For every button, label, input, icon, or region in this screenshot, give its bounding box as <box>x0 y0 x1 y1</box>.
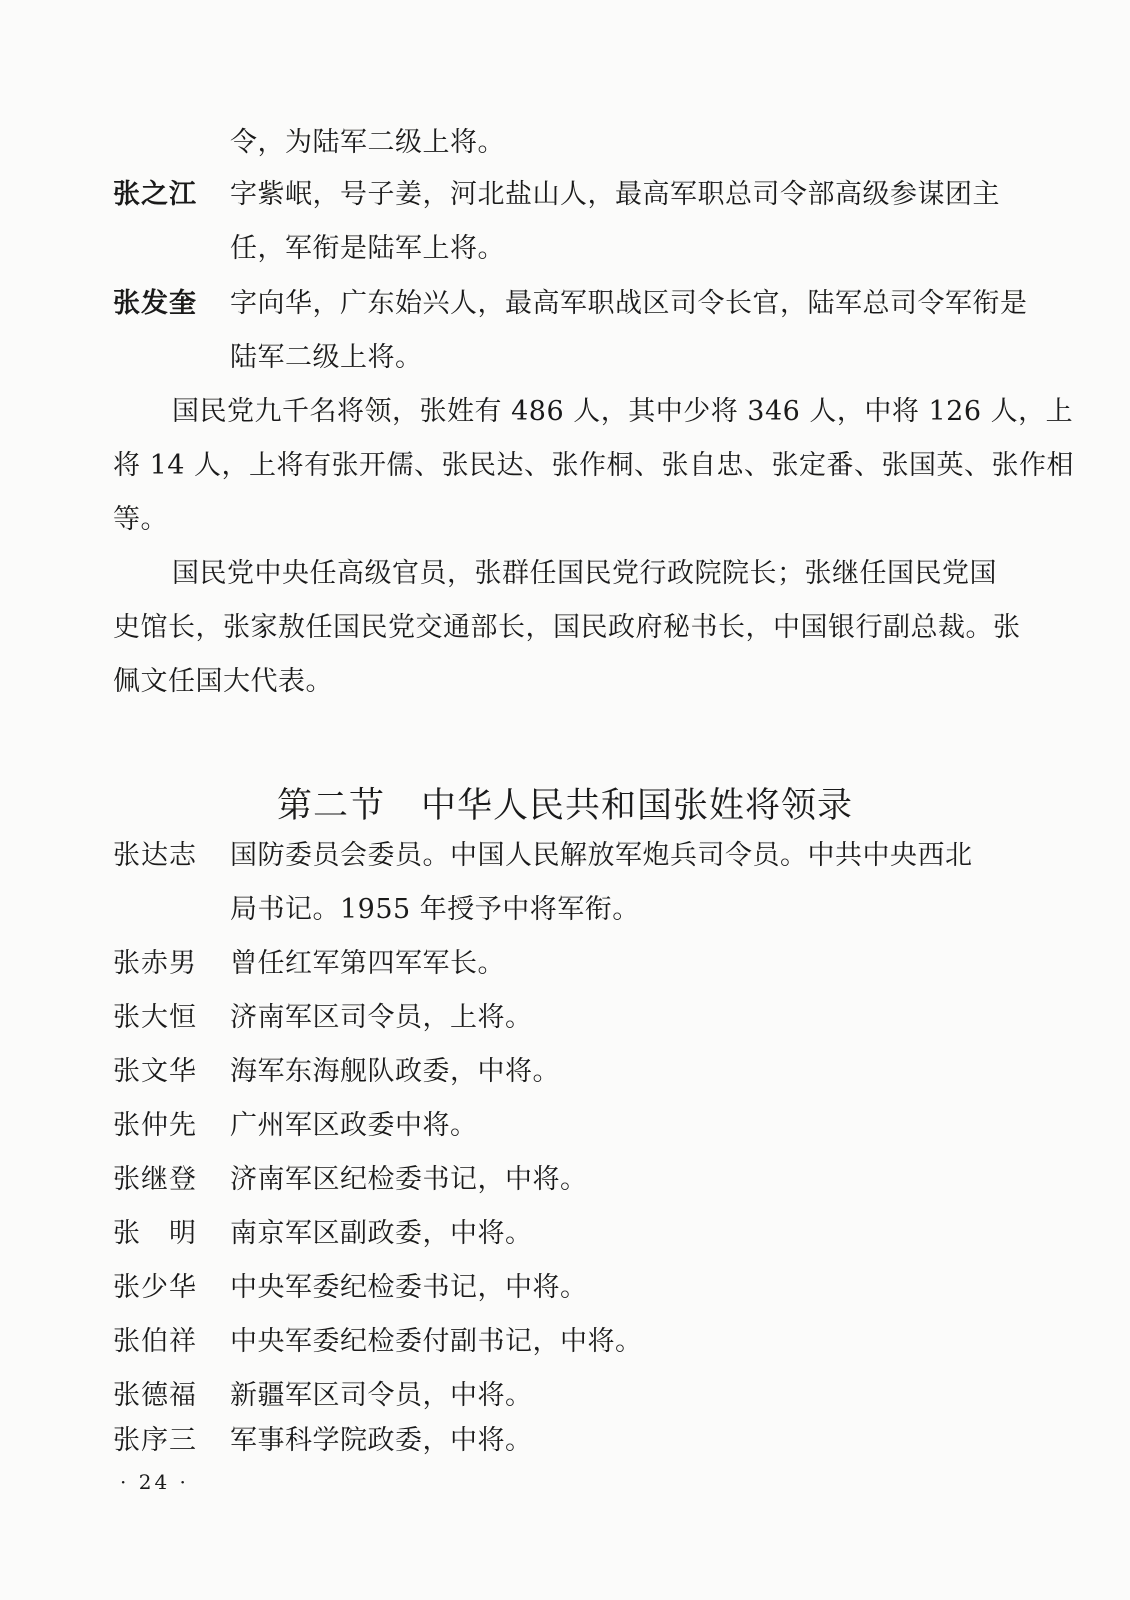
entry-text-line: 海军东海舰队政委，中将。 <box>230 1056 560 1087</box>
entry-name: 张之江 <box>113 179 197 210</box>
entry-name: 张大恒 <box>113 1002 197 1033</box>
page-number: · 24 · <box>120 1470 189 1494</box>
entry-text-line: 曾任红军第四军军长。 <box>230 948 505 979</box>
entry-text-line: 广州军区政委中将。 <box>230 1110 478 1141</box>
paragraph-line: 等。 <box>113 504 168 535</box>
entry-name: 张德福 <box>113 1380 197 1411</box>
entry-text-line: 军事科学院政委，中将。 <box>230 1425 533 1456</box>
continuation-line: 令，为陆军二级上将。 <box>230 127 505 158</box>
entry-text-line: 新疆军区司令员，中将。 <box>230 1380 533 1411</box>
entry-text-line: 字向华，广东始兴人，最高军职战区司令长官，陆军总司令军衔是 <box>230 288 1028 319</box>
paragraph-line: 史馆长，张家敖任国民党交通部长，国民政府秘书长，中国银行副总裁。张 <box>113 612 1021 643</box>
entry-text-line: 字紫岷，号子姜，河北盐山人，最高军职总司令部高级参谋团主 <box>230 179 1000 210</box>
section-title: 第二节 中华人民共和国张姓将领录 <box>276 786 853 826</box>
paragraph-line: 国民党中央任高级官员，张群任国民党行政院院长；张继任国民党国 <box>172 558 997 589</box>
entry-name: 张伯祥 <box>113 1326 197 1357</box>
paragraph-line: 将 14 人，上将有张开儒、张民达、张作桐、张自忠、张定番、张国英、张作相 <box>113 450 1075 481</box>
entry-text-line: 济南军区司令员，上将。 <box>230 1002 533 1033</box>
entry-text-line: 济南军区纪检委书记，中将。 <box>230 1164 588 1195</box>
entry-name: 张继登 <box>113 1164 197 1195</box>
entry-name: 张少华 <box>113 1272 197 1303</box>
entry-name: 张 明 <box>113 1218 197 1249</box>
entry-text-line: 中央军委纪检委书记，中将。 <box>230 1272 588 1303</box>
entry-text-line: 国防委员会委员。中国人民解放军炮兵司令员。中共中央西北 <box>230 840 973 871</box>
entry-name: 张发奎 <box>113 288 197 319</box>
paragraph-line: 佩文任国大代表。 <box>113 666 333 697</box>
entry-name: 张文华 <box>113 1056 197 1087</box>
entry-text-line: 中央军委纪检委付副书记，中将。 <box>230 1326 643 1357</box>
entry-text-line: 任，军衔是陆军上将。 <box>230 233 505 264</box>
entry-name: 张达志 <box>113 840 197 871</box>
paragraph-line: 国民党九千名将领，张姓有 486 人，其中少将 346 人，中将 126 人，上 <box>172 396 1074 427</box>
entry-name: 张序三 <box>113 1425 197 1456</box>
entry-text-line: 陆军二级上将。 <box>230 342 423 373</box>
entry-text-line: 南京军区副政委，中将。 <box>230 1218 533 1249</box>
entry-text-line: 局书记。1955 年授予中将军衔。 <box>230 894 640 925</box>
entry-name: 张仲先 <box>113 1110 197 1141</box>
entry-name: 张赤男 <box>113 948 197 979</box>
